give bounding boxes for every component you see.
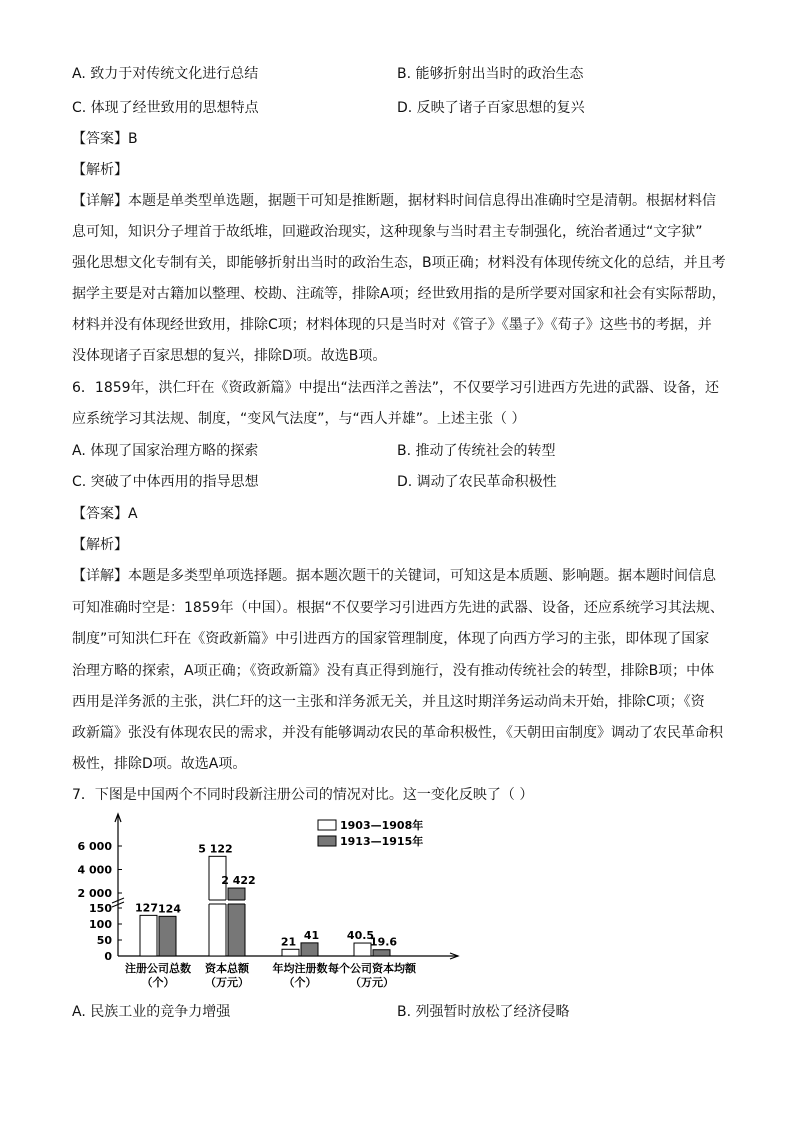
bar-value-label: 40.5 [346,929,375,943]
q7-option-a: A. 民族工业的竞争力增强 [72,1004,231,1020]
bar-value-label: 21 [280,935,297,949]
legend-swatch [318,820,336,830]
q6-option-a: A. 体现了国家治理方略的探索 [72,443,259,459]
bar [282,949,299,956]
q6-stem-line: 6．1859年，洪仁玕在《资政新篇》中提出“法西洋之善法”，不仅要学习引进西方先进的武器、设备，还 [72,380,720,396]
bar [209,856,226,956]
x-category-label: （万元） [350,976,394,989]
y-tick-label: 6 000 [77,840,112,853]
x-category-label: 年均注册数 [272,962,328,975]
y-tick-label: 100 [89,918,112,931]
q6-detail-line: 制度”可知洪仁玕在《资政新篇》中引进西方的国家管理制度，体现了向西方学习的主张，即体现了国家 [72,631,710,647]
bar-value-label: 127 [135,901,158,915]
q6-detail-line: 【详解】本题是多类型单项选择题。据本题次题干的关键词，可知这是本质题、影响题。据本题时间信息 [72,568,716,584]
legend-label: 1903—1908年 [340,819,424,832]
bar-value-label: 124 [158,902,181,916]
bar [159,916,176,956]
q5-answer: 【答案】B [72,131,138,147]
bar [140,915,157,956]
q6-detail-line: 治理方略的探索，A项正确；《资政新篇》没有真正得到施行，没有推动传统社会的转型，排除B项；中体 [72,663,715,679]
x-category-label: （个） [283,976,317,989]
q5-detail-line: 【详解】本题是单类型单选题，据题干可知是推断题，据材料时间信息得出准确时空是清朝。根据材料信 [72,193,716,209]
bar-value-label: 2 422 [221,874,256,888]
bar-value-label: 5 122 [198,842,233,856]
y-tick-label: 4 000 [77,863,112,877]
bar [228,888,245,956]
bar [373,950,390,956]
q6-stem-line: 应系统学习其法规、制度，“变风气法度”，与“西人并雄”。上述主张（ ） [72,411,526,427]
chart-svg [70,808,470,998]
q6-analysis-label: 【解析】 [72,537,128,553]
q5-option-d: D. 反映了诸子百家思想的复兴 [397,100,585,116]
q6-detail-line: 可知准确时空是：1859年（中国）。根据“不仅要学习引进西方先进的武器、设备，还应系统学习其法规、 [72,600,724,616]
x-category-label: 每个公司资本均额 [328,962,416,975]
q5-option-c: C. 体现了经世致用的思想特点 [72,100,259,116]
q5-detail-line: 材料并没有体现经世致用，排除C项；材料体现的只是当时对《管子》《墨子》《荀子》这些书的考据，并 [72,317,712,333]
bar [301,943,318,956]
q5-option-a: A. 致力于对传统文化进行总结 [72,66,259,82]
bar-break-gap [227,900,246,904]
q5-detail-line: 没体现诸子百家思想的复兴，排除D项。故选B项。 [72,348,387,364]
y-tick-label: 150 [89,902,112,915]
q5-detail-line: 强化思想文化专制有关，即能够折射出当时的政治生态，B项正确；材料没有体现传统文化的总结，并且考 [72,255,726,271]
q6-option-c: C. 突破了中体西用的指导思想 [72,474,259,490]
q6-option-b: B. 推动了传统社会的转型 [397,443,556,459]
q6-detail-line: 极性，排除D项。故选A项。 [72,756,247,772]
legend-label: 1913—1915年 [340,835,424,848]
bar-value-label: 19.6 [369,935,398,949]
bar-value-label: 41 [303,928,320,942]
q5-option-b: B. 能够折射出当时的政治生态 [397,66,584,82]
y-tick-label: 50 [96,934,112,947]
q7-bar-chart [70,808,470,998]
q6-detail-line: 西用是洋务派的主张，洪仁玕的这一主张和洋务派无关，并且这时期洋务运动尚未开始，排除C项；《资 [72,694,705,710]
bar [354,943,371,956]
x-category-label: （个） [141,976,175,989]
bar-break-gap [208,900,227,904]
q6-detail-line: 政新篇》张没有体现农民的需求，并没有能够调动农民的革命积极性，《天朝田亩制度》调动了农民革命积 [72,725,723,741]
x-category-label: （万元） [205,976,249,989]
y-tick-label: 0 [104,950,112,963]
x-category-label: 注册公司总数 [125,962,191,975]
q7-stem: 7．下图是中国两个不同时段新注册公司的情况对比。这一变化反映了（ ） [72,787,534,803]
q6-answer: 【答案】A [72,506,138,522]
y-tick-label: 2 000 [77,887,112,900]
q5-detail-line: 息可知，知识分子埋首于故纸堆，回避政治现实，这种现象与当时君主专制强化，统治者通过“文字狱” [72,224,703,240]
q5-detail-line: 据学主要是对古籍加以整理、校勘、注疏等，排除A项；经世致用指的是所学要对国家和社会有实际帮助， [72,286,726,302]
x-category-label: 资本总额 [205,962,249,975]
q7-option-b: B. 列强暂时放松了经济侵略 [397,1004,570,1020]
legend-swatch [318,836,336,846]
q5-analysis-label: 【解析】 [72,162,128,178]
q6-option-d: D. 调动了农民革命积极性 [397,474,557,490]
